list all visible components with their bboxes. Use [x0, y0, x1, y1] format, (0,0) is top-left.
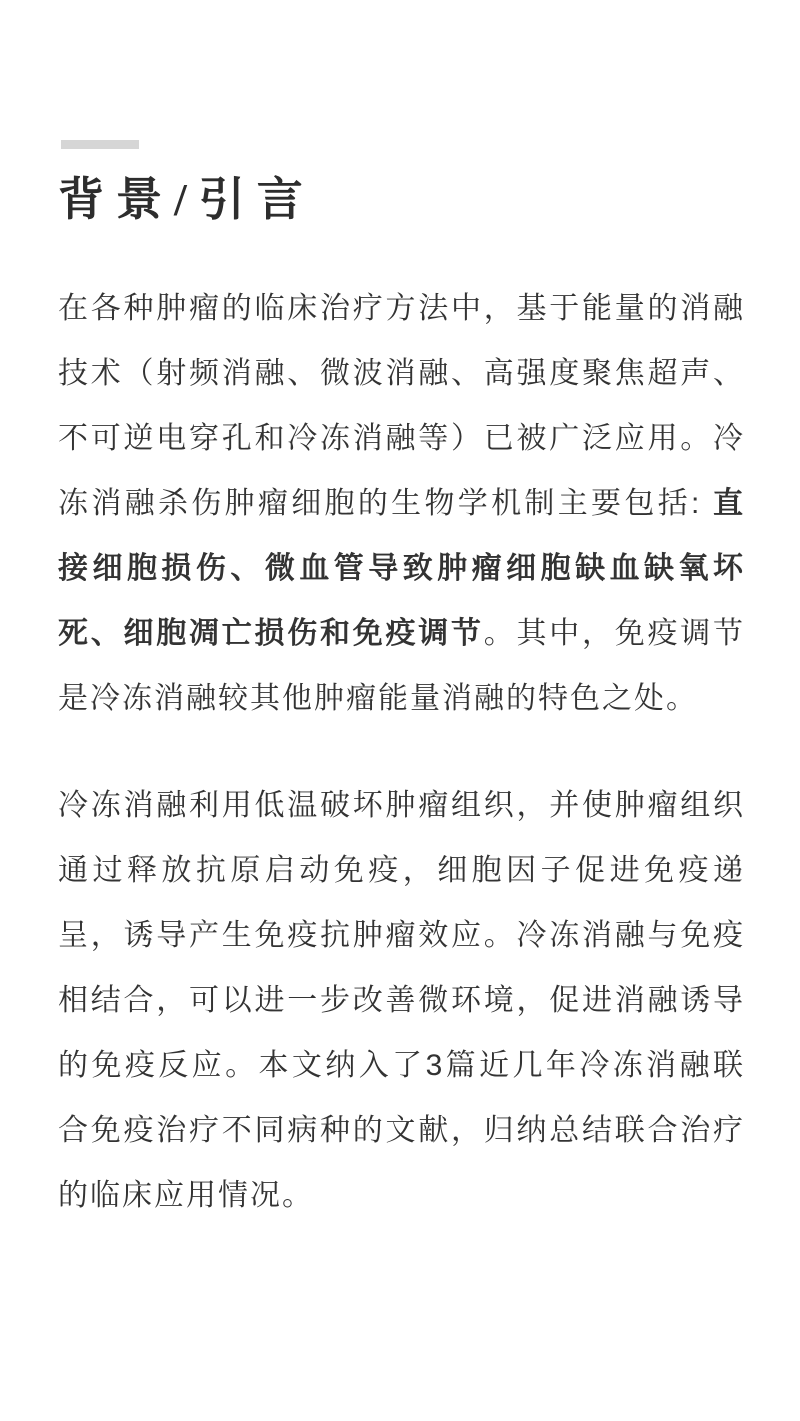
page-title: 背景/引言 [58, 174, 315, 225]
accent-bar [61, 140, 139, 149]
paragraph-intro-bold-text: 直接细胞损伤、微血管导致肿瘤细胞缺血缺氧坏死、细胞凋亡损伤和免疫调节 [58, 487, 745, 650]
paragraph-intro-text-start: 在各种肿瘤的临床治疗方法中，基于能量的消融技术（射频消融、微波消融、高强度聚焦超声、不可逆电穿孔和冷冻消融等）已被广泛应用。冷冻消融杀伤肿瘤细胞的生物学机制主要包括: [58, 292, 745, 520]
paragraph-mechanism: 冷冻消融利用低温破坏肿瘤组织，并使肿瘤组织通过释放抗原启动免疫，细胞因子促进免疫递呈，诱导产生免疫抗肿瘤效应。冷冻消融与免疫相结合，可以进一步改善微环境，促进消融诱导的免疫反应。本文纳入了3篇近几年冷冻消融联合免疫治疗不同病种的文献，归纳总结联合治疗的临床应用情况。 [58, 789, 745, 1212]
article-body [58, 276, 745, 1228]
paragraph-intro [58, 276, 745, 731]
paragraph-intro-text-end: 。其中，免疫调节是冷冻消融较其他肿瘤能量消融的特色之处。 [58, 617, 745, 715]
